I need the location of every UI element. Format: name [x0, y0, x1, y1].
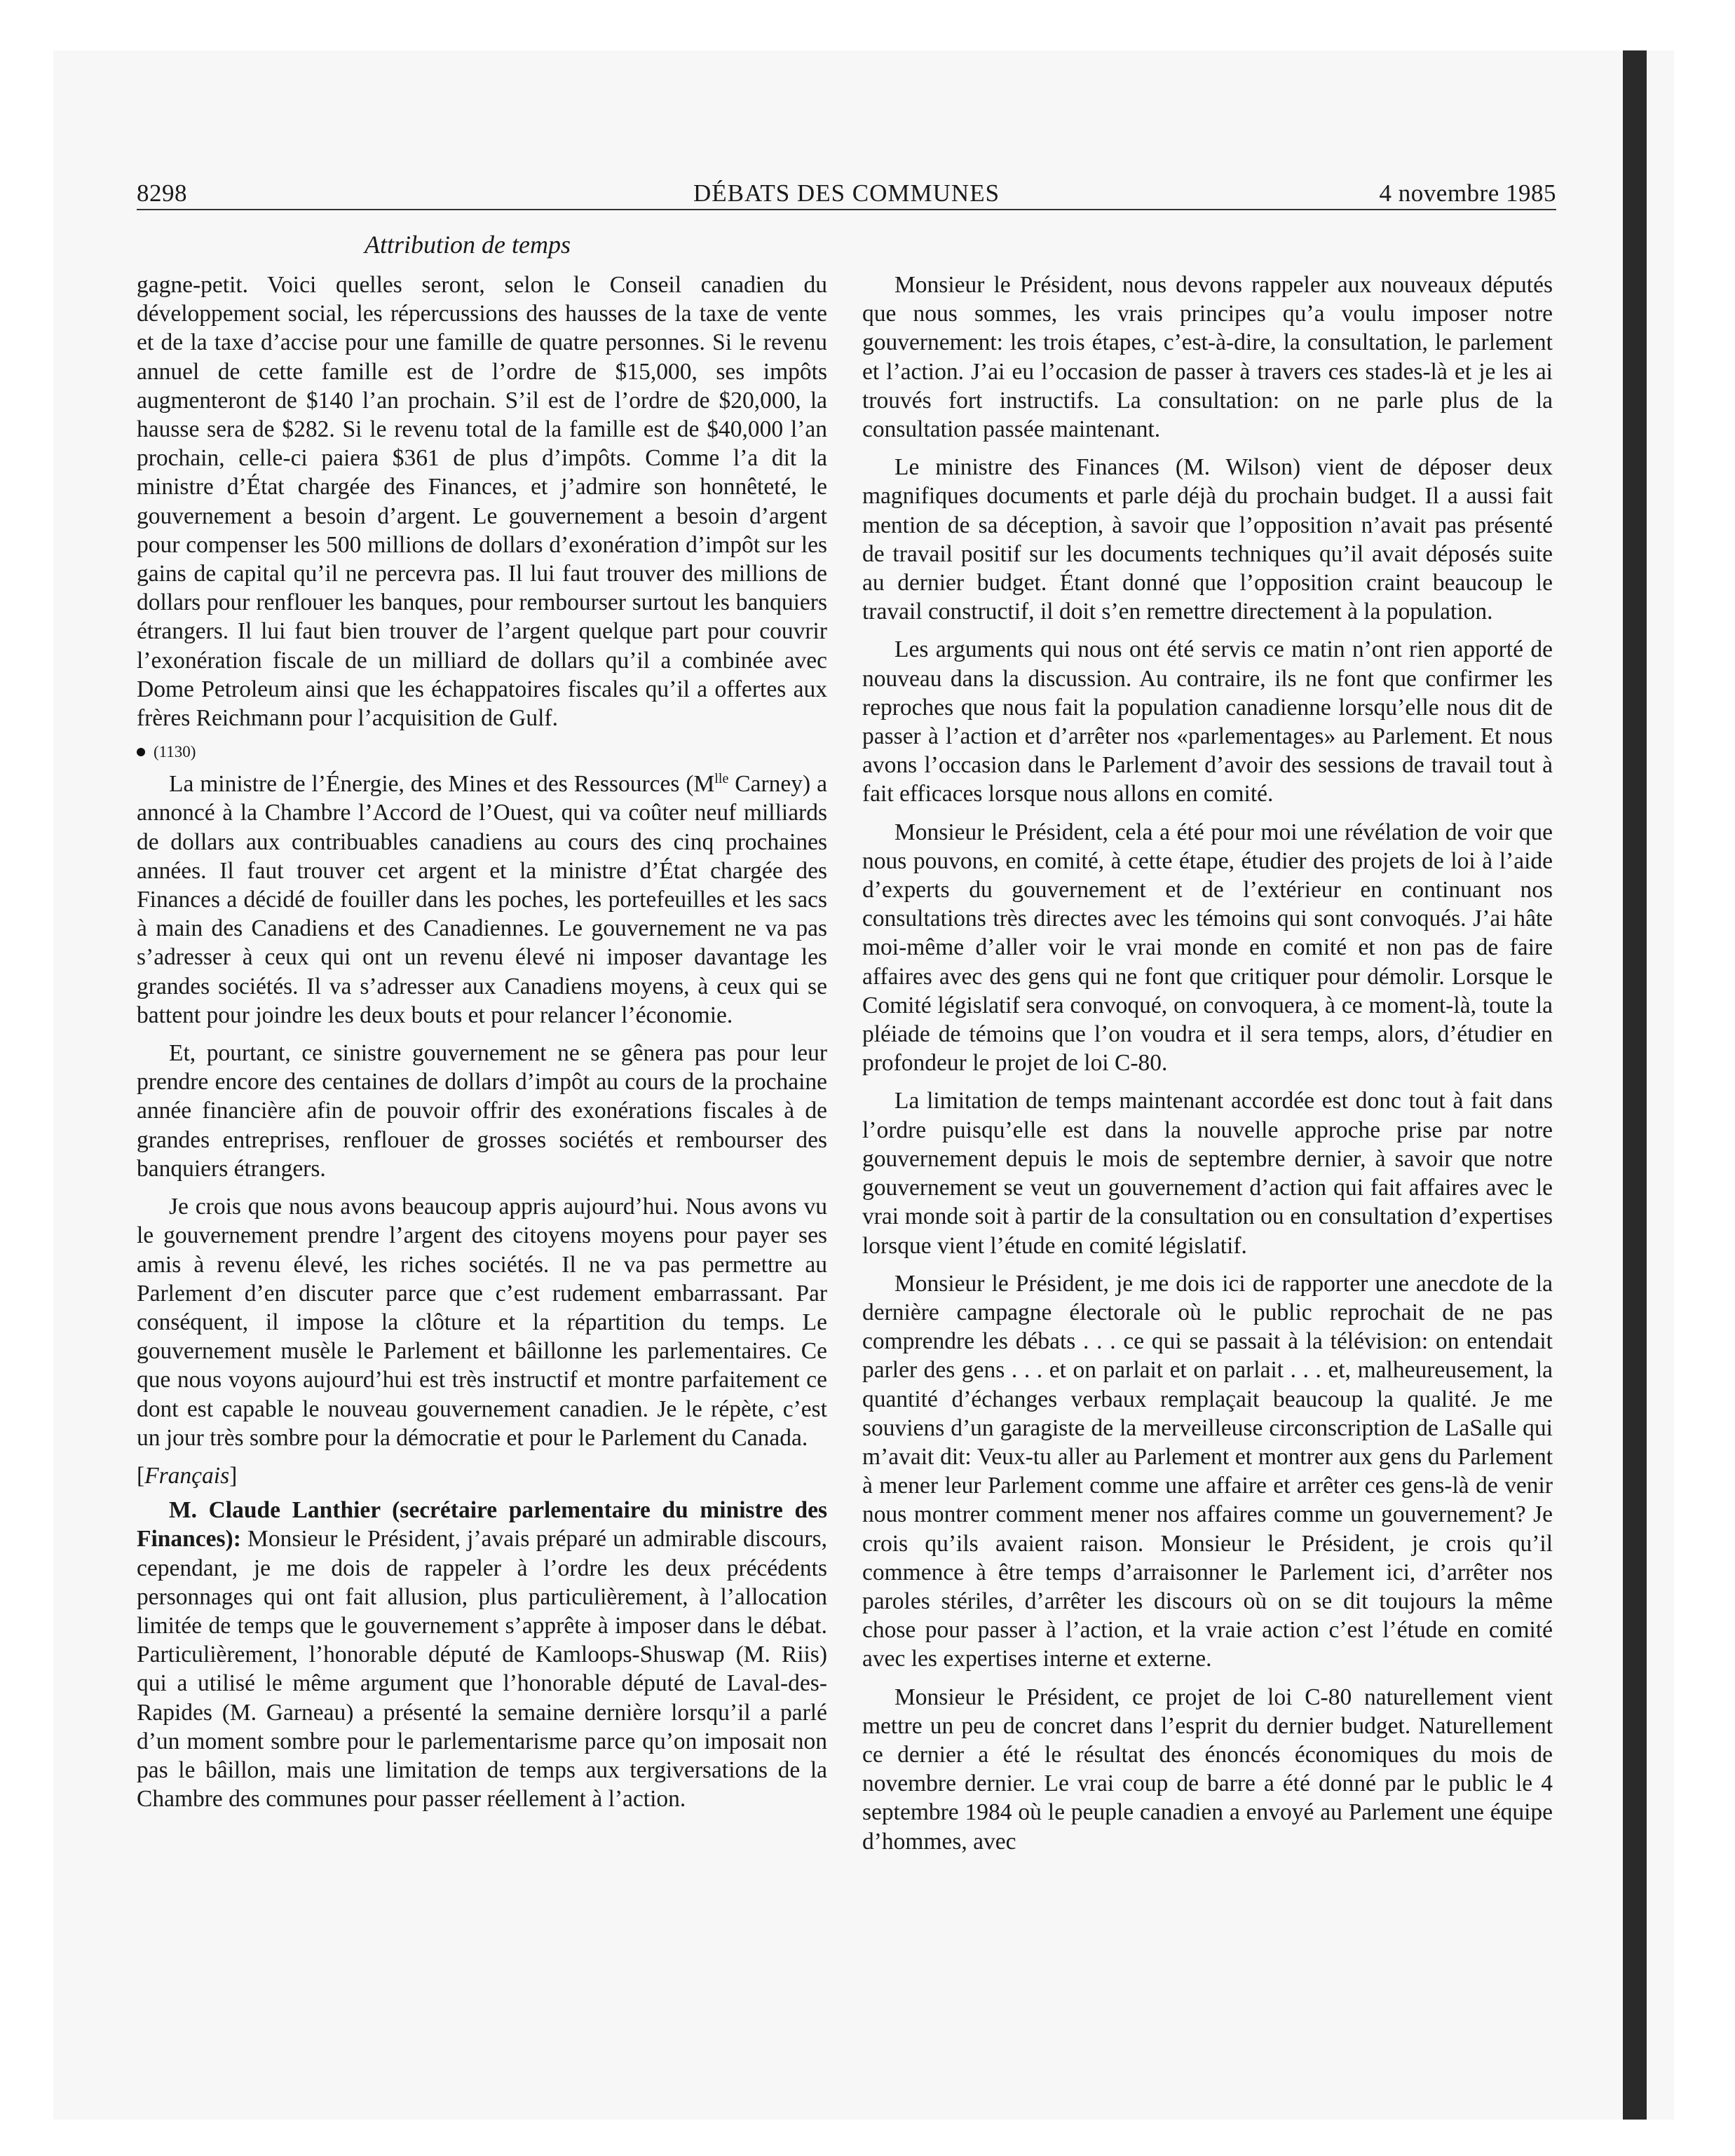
- bullet-icon: [137, 748, 145, 756]
- paragraph: Et, pourtant, ce sinistre gouvernement ne se gênera pas pour leur prendre encore des centaines de dollars d’impôt au cours de la prochaine année financière afin de pouvoir offrir des exonérations fiscales à de grandes entreprises, renflouer de grosses sociétés et rembourser des banquiers étrangers.: [137, 1040, 827, 1182]
- page-header: [137, 175, 1556, 209]
- speaker-name: M. Claude Lanthier (secrétaire parlementaire du ministre des Finances):: [137, 1497, 827, 1553]
- paragraph: Monsieur le Président, ce projet de loi C-80 naturellement vient mettre un peu de concret dans l’esprit du dernier budget. Naturellement ce dernier a été le résultat des énoncés économiques du mois de novembre dernier. Le vrai coup de barre a été donné par le public le 4 septembre 1984 où le peuple canadien a envoyé au Parlement une équipe d’hommes, avec: [862, 1684, 1553, 1855]
- paragraph: La limitation de temps maintenant accordée est donc tout à fait dans l’ordre puisqu’elle est dans la nouvelle approche prise par notre gouvernement depuis le mois de septembre dernier, à savoir que notre gouvernement se veut un gouvernement d’action qui fait affaires avec le vrai monde soit à partir de la consultation ou en consultation d’expertises lorsque vient l’étude en comité législatif.: [862, 1088, 1553, 1259]
- paragraph: Je crois que nous avons beaucoup appris aujourd’hui. Nous avons vu le gouvernement prendre l’argent des citoyens moyens pour payer ses amis à revenu élevé, les riches sociétés. Il ne va pas permettre au Parlement d’en discuter parce que c’est rudement embarrassant. Par conséquent, il impose la clôture et la répartition du temps. Le gouvernement musèle le Parlement et bâillonne les parlementaires. Ce que nous voyons aujourd’hui est très instructif et montre parfaitement ce dont est capable le nouveau gouvernement canadien. Je le répète, c’est un jour très sombre pour la démocratie et pour le Parlement du Canada.: [137, 1194, 827, 1451]
- paragraph: Monsieur le Président, nous devons rappeler aux nouveaux députés que nous sommes, les vrais principes qu’a voulu imposer notre gouvernement: les trois étapes, c’est-à-dire, la consultation, le parlement et l’action. J’ai eu l’occasion de passer à travers ces stades-là et je les ai trouvés fort instructifs. La consultation: on ne parle plus de la consultation passée maintenant.: [862, 272, 1553, 443]
- speech-paragraph: [137, 1496, 827, 1813]
- language-tag: [Français]: [137, 1462, 238, 1489]
- scan-edge-shadow: [1623, 50, 1647, 2120]
- header-rule: [137, 209, 1556, 210]
- issue-date: 4 novembre 1985: [1379, 179, 1556, 207]
- paragraph: Monsieur le Président, je me dois ici de rapporter une anecdote de la dernière campagne électorale où le public reprochait de ne pas comprendre les débats . . . ce qui se passait à la télévision: on entendait parler des gens . . . et on parlait et on parlait . . . et, malheureusement, la quantité d’échanges verbaux remplaçait beaucoup la qualité. Je me souviens d’un garagiste de la merveilleuse circonscription de LaSalle qui m’avait dit: Veux-tu aller au Parlement et montrer aux gens du Parlement à mener leur Parlement comme une affaire et arrêter ces gens-là de venir nous montrer comment mener nos affaires comme un gouvernement? Je crois qu’ils avaient raison. Monsieur le Président, je crois qu’il commence à être temps d’arraisonner le Parlement ici, d’arrêter nos paroles stériles, d’arrêter les discours où on se dit toujours la même chose pour passer à l’action, et la vraie action c’est l’étude en comité avec les expertises interne et externe.: [862, 1270, 1553, 1672]
- left-column: [137, 271, 827, 1822]
- paragraph: gagne-petit. Voici quelles seront, selon le Conseil canadien du développement social, les répercussions des hausses de la taxe de vente et de la taxe d’accise pour une famille de quatre personnes. Si le revenu annuel de cette famille est de l’ordre de $15,000, ses impôts augmenteront de $140 l’an prochain. S’il est de l’ordre de $20,000, la hausse sera de $282. Si le revenu total de la famille est de $40,000 l’an prochain, celle-ci paiera $361 de plus d’impôts. Comme l’a dit la ministre d’État chargée des Finances, et j’admire son honnêteté, le gouvernement a besoin d’argent. Le gouvernement a besoin d’argent pour compenser les 500 millions de dollars d’exonération d’impôt sur les gains de capital qu’il ne percevra pas. Il lui faut trouver des millions de dollars pour renflouer les banques, pour rembourser surtout les banquiers étrangers. Il lui faut bien trouver de l’argent quelque part pour couvrir l’exonération fiscale de un milliard de dollars qu’il a combinée avec Dome Petroleum ainsi que les échappatoires fiscales qu’il a offertes aux frères Reichmann pour l’acquisition de Gulf.: [137, 272, 827, 732]
- language-tag-label: Français: [144, 1462, 230, 1489]
- page-number: 8298: [137, 179, 187, 207]
- paragraph-text: Carney) a annoncé à la Chambre l’Accord de l’Ouest, qui va coûter neuf milliards de dollars aux contribuables canadiens au cours des cinq prochaines années. Il faut trouver cet argent et la ministre d’État chargée des Finances a décidé de fouiller dans les poches, les portefeuilles et les sacs à main des Canadiens et des Canadiennes. Le gouvernement ne va pas s’adresser à ceux qui ont un revenu élevé ni imposer davantage les grandes sociétés. Il va s’adresser aux Canadiens moyens, à ceux qui se battent pour joindre les deux bouts et pour relancer l’économie.: [137, 771, 827, 1028]
- abbreviation-superscript: lle: [714, 771, 729, 787]
- paragraph: Le ministre des Finances (M. Wilson) vient de déposer deux magnifiques documents et parle déjà du prochain budget. Il a aussi fait mention de sa déception, à savoir que l’opposition n’avait pas présenté de travail positif sur les documents techniques qu’il avait déposés suite au dernier budget. Étant donné que l’opposition craint beaucoup le travail constructif, il doit s’en remettre directement à la population.: [862, 454, 1553, 625]
- paragraph: Monsieur le Président, cela a été pour moi une révélation de voir que nous pouvons, en comité, à cette étape, étudier des projets de loi à l’aide d’experts du gouvernement et de l’extérieur en continuant nos consultations très directes avec les témoins qui sont convoqués. J’ai hâte moi-même d’aller voir le vrai monde en comité et non pas de faire affaires avec des gens qui ne font que critiquer pour démolir. Lorsque le Comité législatif sera convoqué, on convoquera, à ce moment-là, toute la pléiade de témoins que l’on voudra et il sera temps, alors, d’étudier en profondeur le projet de loi C-80.: [862, 819, 1553, 1077]
- time-marker-label: (1130): [154, 743, 196, 761]
- paragraph-text: La ministre de l’Énergie, des Mines et des Ressources (M: [169, 771, 715, 798]
- journal-title: DÉBATS DES COMMUNES: [693, 179, 1000, 207]
- section-title: Attribution de temps: [365, 231, 571, 259]
- right-column: [862, 271, 1553, 1865]
- paragraph: [137, 770, 827, 1030]
- paragraph: Les arguments qui nous ont été servis ce matin n’ont rien apporté de nouveau dans la discussion. Au contraire, ils ne font que confirmer les reproches que nous fait la population canadienne lorsqu’elle nous dit de passer à l’action et d’arrêter nos «parlementages» au Parlement. Et nous avons l’occasion dans le Parlement d’avoir des sessions de travail tout à fait efficaces lorsque nous allons en comité.: [862, 636, 1553, 807]
- paragraph-text: Monsieur le Président, j’avais préparé un admirable discours, cependant, je me dois de rappeler à l’ordre les deux précédents personnages qui ont fait allusion, plus particulièrement, à l’allocation limitée de temps que le gouvernement s’apprête à imposer dans le débat. Particulièrement, l’honorable député de Kamloops-Shuswap (M. Riis) qui a utilisé le même argument que l’honorable député de Laval-des-Rapides (M. Garneau) a présenté la semaine dernière lorsqu’il a parlé d’un moment sombre pour le parlementarisme parce qu’on imposait non pas le bâillon, mais une limitation de temps aux tergiversations de la Chambre des communes pour passer réellement à l’action.: [137, 1526, 827, 1813]
- time-marker: [137, 742, 827, 763]
